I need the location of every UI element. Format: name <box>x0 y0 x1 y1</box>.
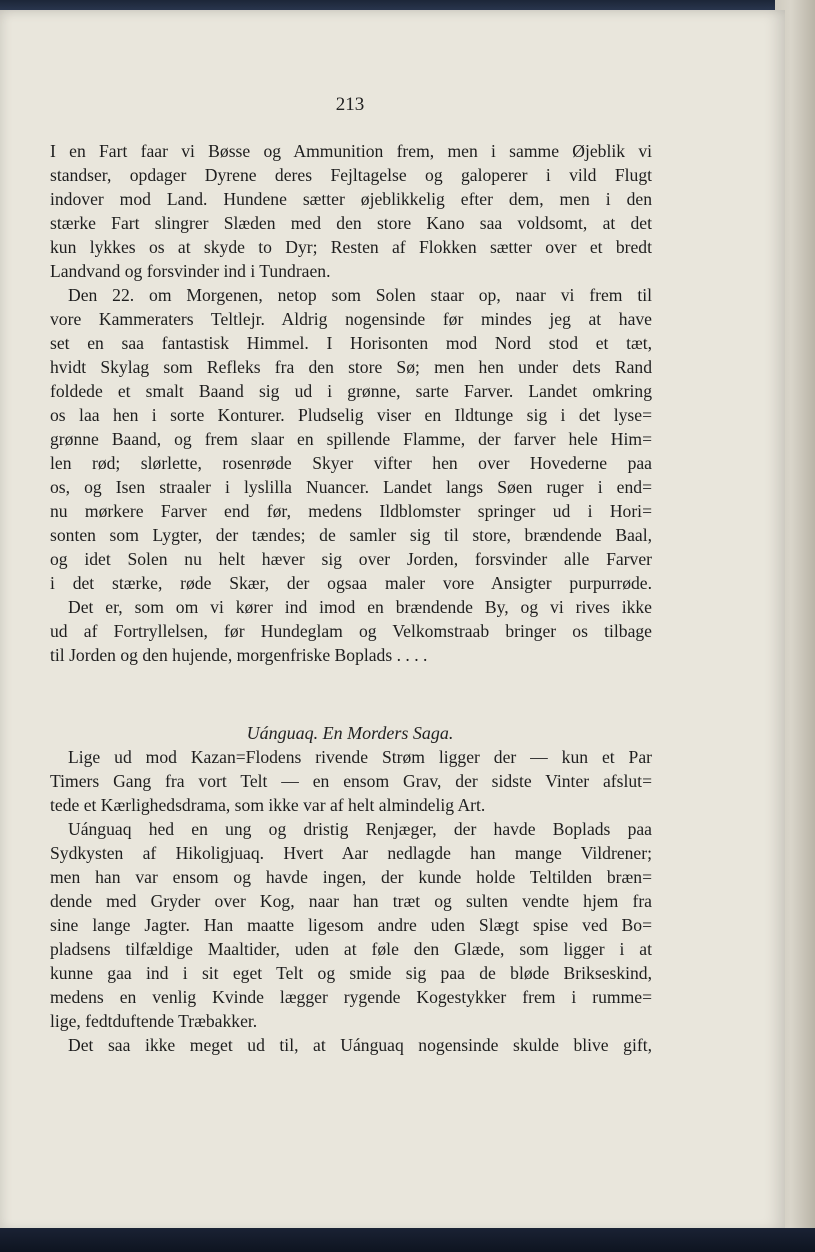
text-line: kunne gaa ind i sit eget Telt og smide sig paa de bløde Brikseskind, <box>50 963 652 983</box>
section-heading: Uánguaq. En Morders Saga. <box>246 723 454 743</box>
text-line: I en Fart faar vi Bøsse og Ammunition frem, men i samme Øjeblik vi <box>50 141 652 161</box>
text-line: stærke Fart slingrer Slæden med den store Kano saa voldsomt, at det <box>50 213 652 233</box>
text-line: ud af Fortryllelsen, før Hundeglam og Velkomstraab bringer os tilbage <box>50 621 652 641</box>
text-line: indover mod Land. Hundene sætter øjeblikkelig efter dem, men i den <box>50 189 652 209</box>
text-line: vore Kammeraters Teltlejr. Aldrig nogensinde før mindes jeg at have <box>50 309 652 329</box>
text-line: tede et Kærlighedsdrama, som ikke var af helt almindelig Art. <box>50 795 486 815</box>
text-line: os, og Isen straaler i lyslilla Nuancer. Landet langs Søen ruger i end= <box>50 477 652 497</box>
text-line: hvidt Skylag som Refleks fra den store Sø; men hen under dets Rand <box>50 357 652 377</box>
text-line: dende med Gryder over Kog, naar han træt og sulten vendte hjem fra <box>50 891 652 911</box>
section-1-text <box>50 139 652 667</box>
text-line: foldede et smalt Baand sig ud i grønne, sarte Farver. Landet omkring <box>50 381 652 401</box>
text-line: sine lange Jagter. Han maatte ligesom andre uden Slægt spise ved Bo= <box>50 915 652 935</box>
text-line: Den 22. om Morgenen, netop som Solen staar op, naar vi frem til <box>68 285 652 305</box>
text-line: grønne Baand, og frem slaar en spillende Flamme, der farver hele Him= <box>50 429 652 449</box>
text-line: Lige ud mod Kazan=Flodens rivende Strøm ligger der — kun et Par <box>68 747 652 767</box>
text-line: lige, fedtduftende Træbakker. <box>50 1011 258 1031</box>
text-line: i det stærke, røde Skær, der ogsaa maler vore Ansigter purpurrøde. <box>50 573 652 593</box>
text-line: Timers Gang fra vort Telt — en ensom Grav, der sidste Vinter afslut= <box>50 771 652 791</box>
text-line: medens en venlig Kvinde lægger rygende Kogestykker frem i rumme= <box>50 987 652 1007</box>
text-line: nu mørkere Farver end før, medens Ildblomster springer ud i Hori= <box>50 501 652 521</box>
text-line: sonten som Lygter, der tændes; de samler sig til store, brændende Baal, <box>50 525 652 545</box>
book-page <box>0 10 785 1232</box>
text-line: Det saa ikke meget ud til, at Uánguaq nogensinde skulde blive gift, <box>68 1035 652 1055</box>
text-line: og idet Solen nu helt hæver sig over Jorden, forsvinder alle Farver <box>50 549 652 569</box>
text-line: Landvand og forsvinder ind i Tundraen. <box>50 261 331 281</box>
text-line: men han var ensom og havde ingen, der kunde holde Teltilden bræn= <box>50 867 652 887</box>
text-line: set en saa fantastisk Himmel. I Horisonten mod Nord stod et tæt, <box>50 333 652 353</box>
text-line: til Jorden og den hujende, morgenfriske Boplads . . . . <box>50 645 428 665</box>
text-line: Uánguaq hed en ung og dristig Renjæger, der havde Boplads paa <box>68 819 652 839</box>
text-line: pladsens tilfældige Maaltider, uden at føle den Glæde, som ligger i at <box>50 939 652 959</box>
text-line: standser, opdager Dyrene deres Fejltagelse og galoperer i vild Flugt <box>50 165 652 185</box>
page-number: 213 <box>335 94 365 115</box>
book-bottom-edge <box>0 1228 815 1252</box>
section-2-text <box>50 745 652 1057</box>
text-line: Det er, som om vi kører ind imod en brændende By, og vi rives ikke <box>68 597 652 617</box>
text-line: kun lykkes os at skyde to Dyr; Resten af Flokken sætter over et bredt <box>50 237 652 257</box>
text-line: Sydkysten af Hikoligjuaq. Hvert Aar nedlagde han mange Vildrener; <box>50 843 652 863</box>
text-line: os laa hen i sorte Konturer. Pludselig viser en Ildtunge sig i det lyse= <box>50 405 652 425</box>
text-line: len rød; slørlette, rosenrøde Skyer vifter hen over Hovederne paa <box>50 453 652 473</box>
